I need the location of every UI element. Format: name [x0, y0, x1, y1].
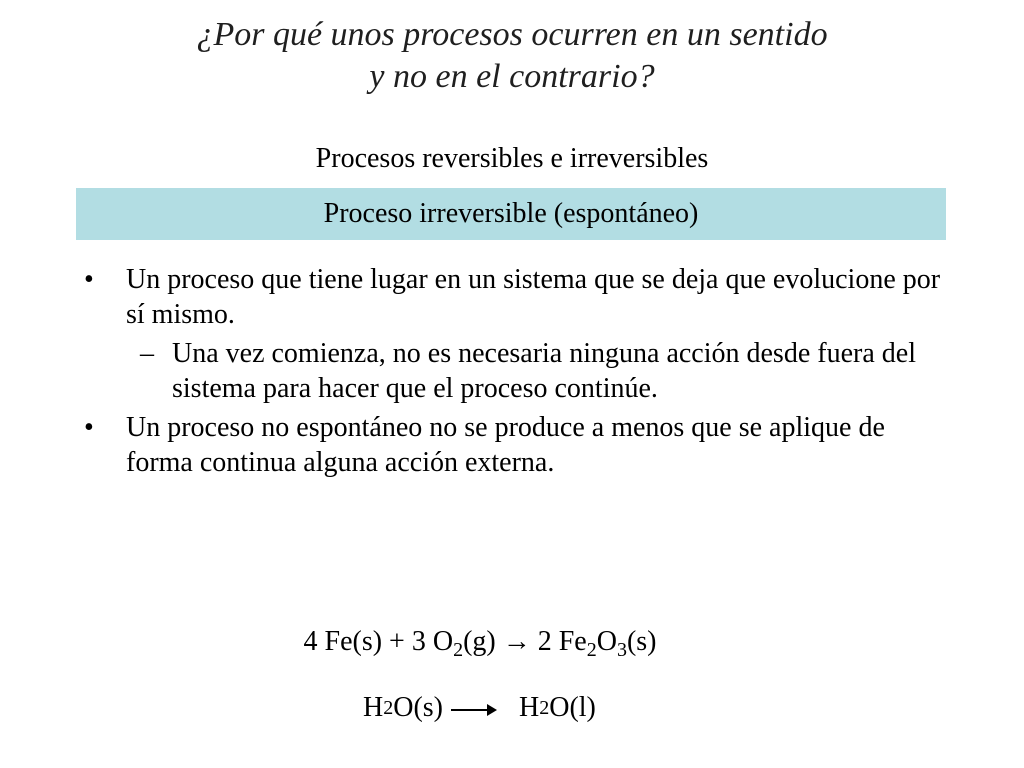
slide-subtitle: Procesos reversibles e irreversibles — [315, 143, 709, 174]
equation-ice-melting: H 2 O(s) H 2 O(l) — [363, 692, 596, 723]
bullet-text: Un proceso que tiene lugar en un sistema que se deja que evolucione por sí mismo. — [126, 264, 941, 330]
sub-bullet-text: Una vez comienza, no es necesaria ninguna acción desde fuera del sistema para hacer que el proceso continúe. — [172, 338, 916, 404]
eq1-sub-a: 2 — [453, 639, 464, 661]
eq1-part-d: (s) — [626, 626, 657, 657]
eq2-rhs-rest: O(l) — [549, 692, 596, 723]
bullet-item — [84, 410, 944, 480]
dash-marker: – — [140, 338, 154, 369]
eq2-lhs: H — [363, 692, 384, 723]
eq1-part-b: (g) → 2 Fe — [463, 626, 587, 657]
bullet-list — [84, 262, 944, 484]
eq1-sub-c: 3 — [616, 639, 627, 661]
eq2-lhs-rest: O(s) — [393, 692, 443, 723]
reaction-arrow-icon — [451, 709, 495, 711]
bullet-item — [84, 262, 944, 332]
eq1-part-a: 4 Fe(s) + 3 O — [303, 626, 454, 657]
sub-bullet-item — [140, 336, 944, 406]
equation-iron-oxidation — [0, 626, 960, 661]
eq1-sub-b: 2 — [586, 639, 597, 661]
eq2-rhs: H — [519, 692, 540, 723]
section-banner — [76, 188, 946, 240]
bullet-marker: • — [84, 412, 94, 443]
slide-title-line-2: y no en el contrario? — [369, 58, 655, 95]
slide-title-line-1: ¿Por qué unos procesos ocurren en un sentido — [196, 16, 828, 53]
bullet-text: Un proceso no espontáneo no se produce a menos que se aplique de forma continua alguna acción externa. — [126, 412, 885, 478]
slide-title — [0, 14, 1024, 98]
eq1-part-c: O — [596, 626, 617, 657]
bullet-marker: • — [84, 264, 94, 295]
section-banner-text: Proceso irreversible (espontáneo) — [323, 198, 699, 229]
